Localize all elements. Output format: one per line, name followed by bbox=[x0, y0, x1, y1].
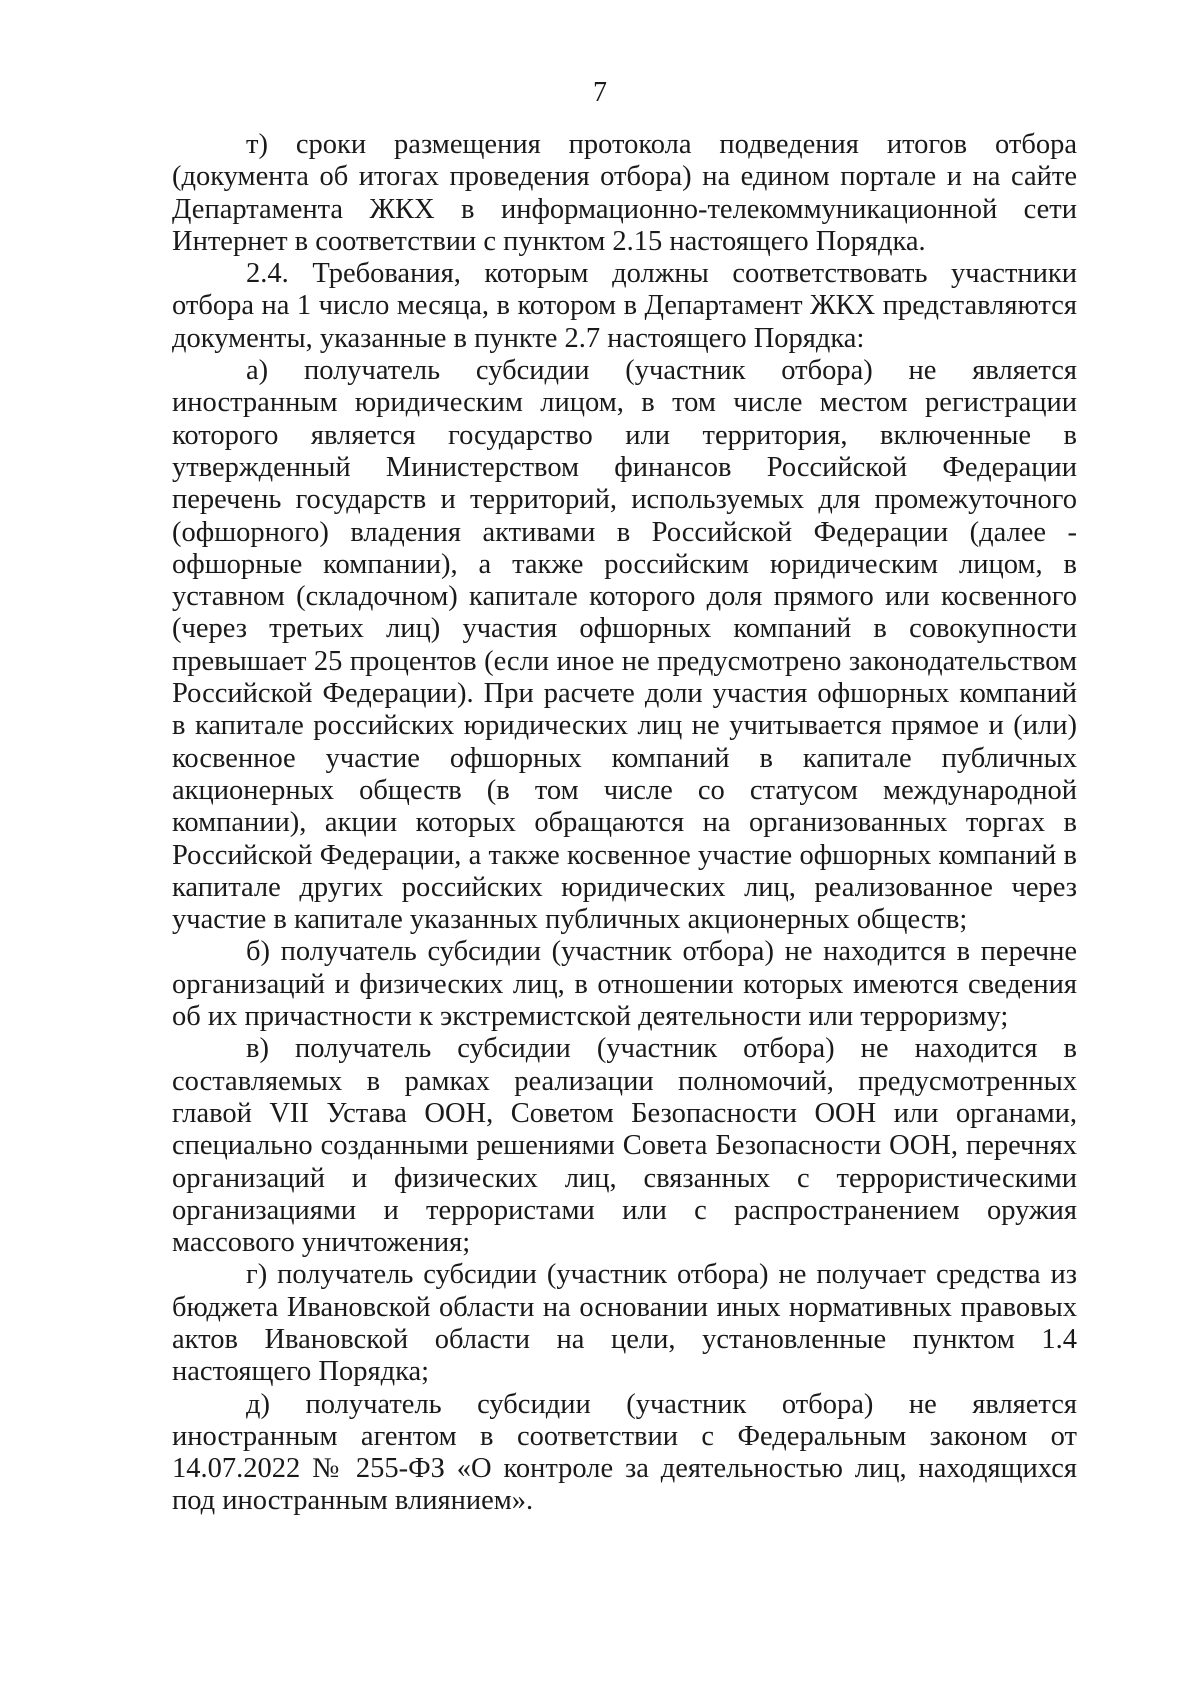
paragraph-item-g: г) получатель субсидии (участник отбора) не получает средства из бюджета Ивановской области на основании иных нормативных правовых актов Ивановской области на цели, установленные пунктом 1.4 настоящего Порядка; bbox=[172, 1259, 1077, 1388]
paragraph-item-d: д) получатель субсидии (участник отбора) не является иностранным агентом в соответствии с Федеральным законом от 14.07.2022 № 255-ФЗ «О контроле за деятельностью лиц, находящихся под иностранным влиянием». bbox=[172, 1388, 1077, 1517]
paragraph-item-b: б) получатель субсидии (участник отбора) не находится в перечне организаций и физических лиц, в отношении которых имеются сведения об их причастности к экстремистской деятельности или терроризму; bbox=[172, 936, 1077, 1033]
paragraph-item-t: т) сроки размещения протокола подведения итогов отбора (документа об итогах проведения отбора) на едином портале и на сайте Департамента ЖКХ в информационно-телекоммуникационной сети Интернет в соответствии с пунктом 2.15 настоящего Порядка. bbox=[172, 129, 1077, 257]
paragraph-item-a: а) получатель субсидии (участник отбора) не является иностранным юридическим лицом, в том числе местом регистрации которого является государство или территория, включенные в утвержденный Министерством финансов Российской Федерации перечень государств и территорий, используемых для промежуточного (офшорного) владения активами в Российской Федерации (далее - офшорные компании), а также российским юридическим лицом, в уставном (складочном) капитале которого доля прямого или косвенного (через третьих лиц) участия офшорных компаний в совокупности превышает 25 процентов (если иное не предусмотрено законодательством Российской Федерации). При расчете доли участия офшорных компаний в капитале российских юридических лиц не учитывается прямое и (или) косвенное участие офшорных компаний в капитале публичных акционерных обществ (в том числе со статусом международной компании), акции которых обращаются на организованных торгах в Российской Федерации, а также косвенное участие офшорных компаний в капитале других российских юридических лиц, реализованное через участие в капитале указанных публичных акционерных обществ; bbox=[172, 355, 1077, 936]
paragraph-section-2-4: 2.4. Требования, которым должны соответствовать участники отбора на 1 число месяца, в котором в Департамент ЖКХ представляются документы, указанные в пункте 2.7 настоящего Порядка: bbox=[172, 258, 1077, 354]
paragraph-item-v: в) получатель субсидии (участник отбора) не находится в составляемых в рамках реализации полномочий, предусмотренных главой VII Устава ООН, Советом Безопасности ООН или органами, специально созданными решениями Совета Безопасности ООН, перечнях организаций и физических лиц, связанных с террористическими организациями и террористами или с распространением оружия массового уничтожения; bbox=[172, 1033, 1077, 1259]
page-number: 7 bbox=[593, 77, 607, 108]
document-body bbox=[172, 129, 1077, 1518]
